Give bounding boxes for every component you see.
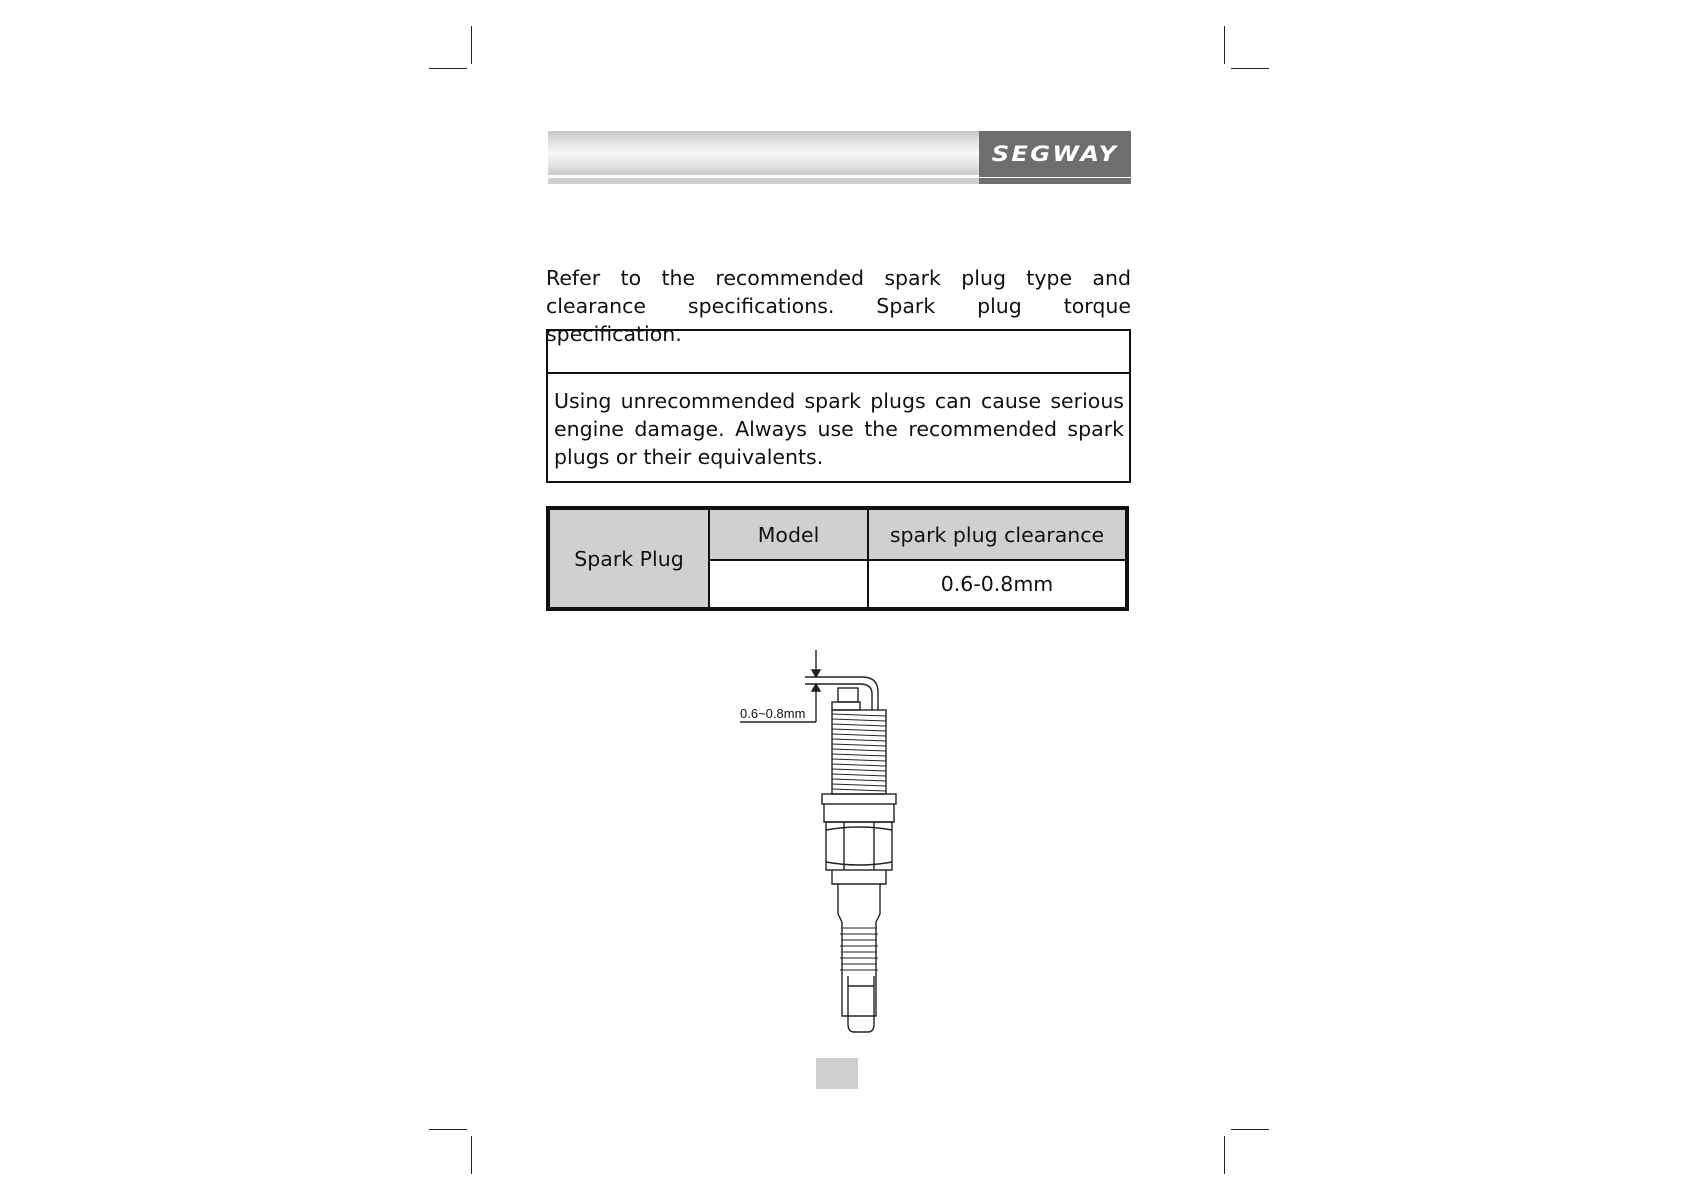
terminal-nut [848, 976, 874, 1032]
page-number-box [816, 1058, 858, 1089]
notice-body: Using unrecommended spark plugs can cause serious engine damage. Always use the recommended spark plugs or their equivalents. [554, 389, 1124, 469]
crop-mark [429, 68, 467, 69]
washer [822, 794, 896, 804]
crop-mark [1224, 26, 1225, 64]
spec-header-clearance: spark plug clearance [869, 510, 1125, 561]
crop-mark [471, 26, 472, 64]
insulator-tip [832, 702, 860, 710]
crop-mark [1231, 68, 1269, 69]
notice-heading [548, 331, 1129, 374]
page-header [548, 131, 1131, 185]
spec-table [546, 506, 1129, 611]
gap-label: 0.6~0.8mm [740, 706, 806, 721]
crop-mark [471, 1136, 472, 1174]
header-underline [548, 178, 979, 184]
spec-value-clearance: 0.6-0.8mm [869, 561, 1125, 607]
header-gradient-bar [548, 131, 979, 175]
hex-nut [826, 822, 892, 870]
crop-mark [429, 1129, 467, 1130]
notice-box [546, 329, 1131, 483]
intro-paragraph: Refer to the recommended spark plug type and clearance specifications. Spark plug torque specification. [546, 266, 1131, 346]
brand-underline [979, 178, 1131, 184]
brand-logo-text: SEGWAY [991, 142, 1119, 166]
crop-mark [1231, 1129, 1269, 1130]
spark-plug-diagram [720, 640, 920, 1040]
brand-logo [979, 131, 1131, 177]
center-electrode [838, 688, 858, 702]
arrow-down-icon [812, 670, 820, 677]
crop-mark [1224, 1136, 1225, 1174]
shell-seat [824, 804, 894, 822]
thread-section [832, 710, 886, 794]
spec-row-label: Spark Plug [550, 510, 710, 607]
spec-header-model: Model [710, 510, 869, 561]
spec-value-model [710, 561, 869, 607]
